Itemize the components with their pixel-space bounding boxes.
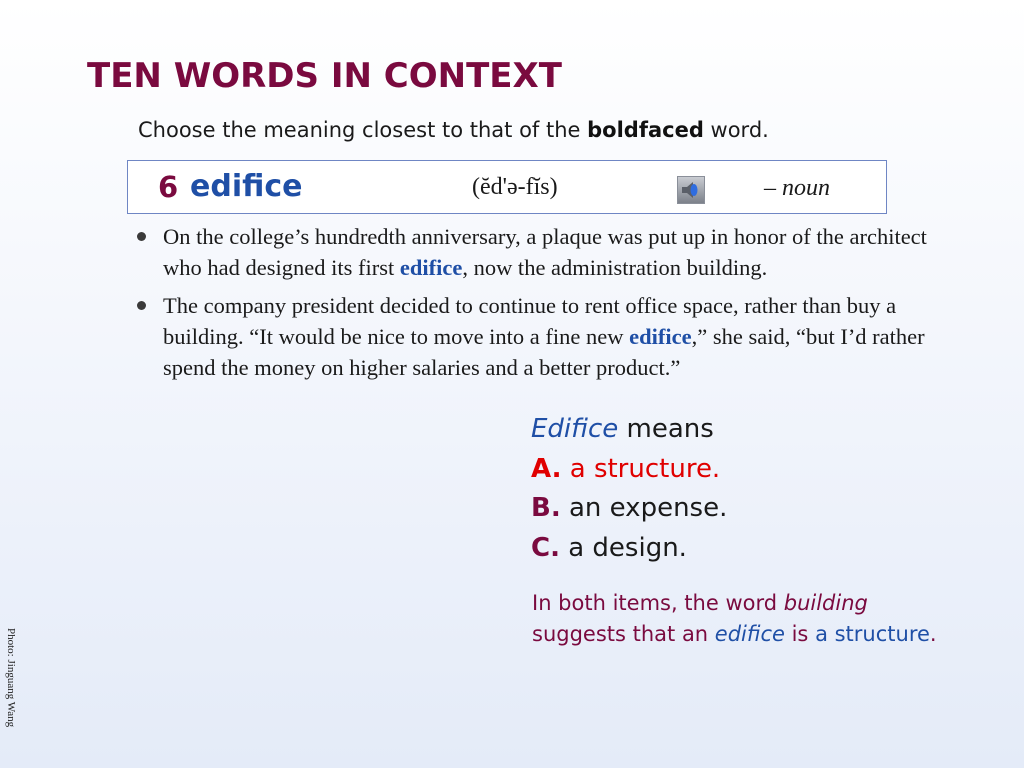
explanation-emphasis: building [783, 591, 868, 615]
pos-label: noun [782, 175, 830, 201]
word-header-box [127, 160, 887, 214]
option-letter: A. [531, 453, 562, 484]
part-of-speech [764, 175, 830, 202]
option-text: a structure. [561, 453, 721, 484]
example-text: On the college’s hundredth anniversary, a plaque was put up in honor of the architect who had designed its first [163, 224, 927, 280]
example-text: , now the administration building. [462, 255, 768, 280]
instruction-after: word. [703, 118, 769, 142]
pos-dash: – [764, 175, 782, 201]
option-text: a design. [559, 532, 687, 563]
explanation-emphasis: edifice [714, 622, 785, 646]
question-means: means [618, 414, 714, 444]
explanation-part: In both items, the word [532, 591, 784, 615]
option-letter: B. [531, 493, 561, 523]
option-letter: C. [531, 532, 560, 563]
speaker-icon[interactable] [677, 176, 705, 204]
option-text: an expense. [560, 493, 728, 523]
answer-option-c[interactable] [531, 529, 727, 569]
instruction-before: Choose the meaning closest to that of the [138, 118, 588, 142]
example-text: The company president decided to continue to rent office space, rather than buy a building. “It would be nice to move into a fine new [163, 293, 897, 349]
photo-credit: Photo: Jinguang Wang [5, 628, 17, 728]
answer-option-b[interactable] [531, 489, 727, 529]
example-list [136, 221, 956, 390]
instruction-bold: boldfaced [587, 118, 704, 142]
example-item [136, 221, 956, 283]
example-text: ,” she said, “but I’d rather spend the money on higher salaries and a better product.” [163, 324, 925, 380]
explanation-part: . [929, 622, 937, 646]
pronunciation: (ĕd'ə-fĭs) [472, 174, 558, 200]
example-item [136, 290, 956, 383]
question-block [531, 410, 727, 568]
example-keyword: edifice [399, 255, 463, 280]
explanation-part: is [784, 622, 816, 646]
example-keyword: edifice [629, 324, 692, 349]
question-word: Edifice [531, 414, 619, 444]
explanation-part: suggests that an [532, 622, 715, 646]
explanation-text [532, 588, 952, 650]
bullet-icon [137, 232, 146, 241]
bullet-icon [137, 301, 146, 310]
answer-option-a[interactable] [531, 450, 727, 490]
explanation-answer: a structure [815, 622, 930, 646]
page-title: TEN WORDS IN CONTEXT [87, 56, 562, 96]
instruction-text [138, 118, 769, 142]
word-number: 6 [158, 170, 179, 204]
vocab-word: edifice [190, 169, 303, 204]
question-prompt [531, 410, 727, 450]
speaker-icon-graphic [678, 177, 704, 203]
